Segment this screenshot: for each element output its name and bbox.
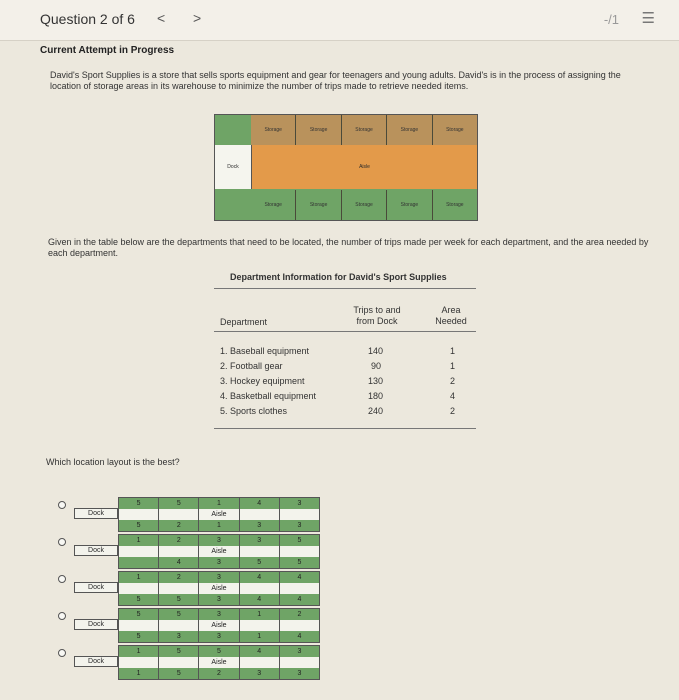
aisle-cell [280,509,319,520]
cell-department: 3. Hockey equipment [220,376,305,386]
layout-cell: 5 [199,646,239,657]
option-dock: Dock [74,656,118,667]
layout-cell: 3 [280,520,319,531]
aisle-cell [159,620,199,631]
layout-cell: 4 [240,498,280,509]
layout-cell: 3 [240,535,280,546]
storage-cell: Storage [296,190,341,220]
layout-option-4[interactable] [58,608,328,644]
layout-cell: 3 [199,572,239,583]
header-area-line1: Area [441,305,461,315]
question-score: -/1 [603,12,619,27]
option-layout-grid [118,534,320,569]
aisle-cell [280,583,319,594]
option-5-radio[interactable] [58,649,66,657]
layout-option-3[interactable] [58,571,328,607]
layout-cell: 5 [159,609,199,620]
storage-cell: Storage [342,190,387,220]
option-2-radio[interactable] [58,538,66,546]
attempt-status: Current Attempt in Progress [40,45,175,56]
option-layout-grid [118,497,320,532]
aisle-cell [119,657,159,668]
layout-cell: 3 [280,646,319,657]
aisle-cell: Aisle [199,657,239,668]
layout-cell: 1 [199,498,239,509]
table-row [214,389,476,404]
aisle-cell [240,657,280,668]
option-dock: Dock [74,545,118,556]
aisle-cell: Aisle [199,620,239,631]
layout-cell: 5 [159,668,199,679]
aisle-cell [280,620,319,631]
layout-cell: 3 [159,631,199,642]
aisle-cell [159,509,199,520]
layout-cell: 1 [240,631,280,642]
warehouse-aisle: Aisle [252,145,477,189]
cell-area: 2 [450,406,456,416]
storage-cell: Storage [251,115,296,145]
layout-option-1[interactable] [58,497,328,533]
aisle-cell: Aisle [199,546,239,557]
table-header [214,289,476,332]
option-layout-grid [118,645,320,680]
layout-cell: 4 [159,557,199,568]
header-department: Department [220,317,268,327]
layout-cell: 2 [159,572,199,583]
layout-cell: 3 [280,668,319,679]
storage-cell: Storage [446,202,464,208]
cell-area: 1 [450,361,456,371]
layout-cell [119,557,159,568]
layout-cell: 3 [199,631,239,642]
layout-cell: 4 [280,572,319,583]
storage-cell: Storage [296,115,341,145]
layout-cell: 5 [280,535,319,546]
aisle-cell [159,583,199,594]
warehouse-dock: Dock [215,145,252,189]
cell-trips: 180 [368,391,384,401]
aisle-cell [159,657,199,668]
question-prompt: Which location layout is the best? [46,457,180,467]
layout-cell: 5 [159,594,199,605]
layout-cell: 2 [280,609,319,620]
option-3-radio[interactable] [58,575,66,583]
layout-option-5[interactable] [58,645,328,681]
layout-cell: 2 [159,520,199,531]
layout-cell: 4 [240,594,280,605]
aisle-cell [280,657,319,668]
cell-trips: 140 [368,346,384,356]
cell-department: 1. Baseball equipment [220,346,310,356]
aisle-cell [240,509,280,520]
aisle-cell [119,620,159,631]
aisle-cell: Aisle [199,509,239,520]
cell-department: 5. Sports clothes [220,406,288,416]
layout-cell: 4 [280,631,319,642]
aisle-cell [240,620,280,631]
storage-cell: Storage [387,115,432,145]
aisle-cell [119,509,159,520]
aisle-cell [159,546,199,557]
cell-trips: 240 [368,406,384,416]
layout-cell: 5 [119,631,159,642]
table-row [214,404,476,419]
layout-cell: 3 [199,594,239,605]
table-title: Department Information for David's Sport Supplies [214,266,476,289]
table-row [214,344,476,359]
cell-department: 4. Basketball equipment [220,391,317,401]
cell-department: 2. Football gear [220,361,283,371]
layout-cell: 3 [280,498,319,509]
option-dock: Dock [74,508,118,519]
next-question-button[interactable]: > [193,10,202,26]
department-table [214,266,476,429]
warehouse-diagram [214,114,478,221]
aisle-cell: Aisle [199,583,239,594]
question-header [0,0,679,41]
layout-cell: 5 [119,498,159,509]
layout-cell: 1 [119,572,159,583]
layout-option-2[interactable] [58,534,328,570]
option-1-radio[interactable] [58,501,66,509]
table-row [214,359,476,374]
layout-cell: 5 [280,557,319,568]
option-layout-grid [118,608,320,643]
cell-area: 2 [450,376,456,386]
layout-cell: 1 [240,609,280,620]
layout-cell: 5 [119,520,159,531]
layout-cell: 3 [199,535,239,546]
layout-cell: 1 [199,520,239,531]
layout-cell: 4 [240,572,280,583]
header-trips-line2: from Dock [356,316,398,326]
question-list-icon[interactable]: ☰ [641,10,655,27]
header-area-line2: Needed [435,316,467,326]
cell-trips: 130 [368,376,384,386]
layout-cell: 1 [119,668,159,679]
cell-area: 1 [450,346,456,356]
layout-cell: 5 [119,609,159,620]
layout-cell: 2 [199,668,239,679]
layout-cell: 3 [199,557,239,568]
table-row [214,374,476,389]
layout-cell: 1 [119,535,159,546]
previous-question-button[interactable]: < [157,10,166,26]
layout-cell: 1 [119,646,159,657]
layout-cell: 3 [240,520,280,531]
aisle-cell [280,546,319,557]
storage-cell: Storage [342,115,387,145]
aisle-cell [240,546,280,557]
option-layout-grid [118,571,320,606]
layout-cell: 5 [159,498,199,509]
aisle-cell [119,583,159,594]
question-counter: Question 2 of 6 [40,11,135,27]
layout-cell: 5 [240,557,280,568]
cell-area: 4 [450,391,456,401]
layout-cell: 5 [119,594,159,605]
layout-cell: 2 [159,535,199,546]
layout-cell: 4 [240,646,280,657]
option-dock: Dock [74,582,118,593]
table-body [214,344,476,429]
layout-cell: 4 [280,594,319,605]
layout-cell: 3 [240,668,280,679]
storage-cell: Storage [446,127,464,133]
warehouse-middle-row [215,145,477,189]
given-text: Given in the table below are the departments that need to be located, the number of trips made per week for each department, and the area needed by each department. [48,237,649,258]
layout-cell: 5 [159,646,199,657]
problem-intro: David's Sport Supplies is a store that sells sports equipment and gear for teenagers and young adults. David's is in the process of assigning the location of storage areas in its warehouse to minimize the number of trips made to retrieve needed items. [50,70,621,91]
storage-cell: Storage [251,190,296,220]
cell-trips: 90 [371,361,382,371]
aisle-cell [119,546,159,557]
option-dock: Dock [74,619,118,630]
warehouse-top-row [251,115,477,145]
aisle-cell [240,583,280,594]
header-trips-line1: Trips to and [353,305,401,315]
layout-cell: 3 [199,609,239,620]
storage-cell: Storage [387,190,432,220]
option-4-radio[interactable] [58,612,66,620]
warehouse-bottom-row [251,190,477,220]
